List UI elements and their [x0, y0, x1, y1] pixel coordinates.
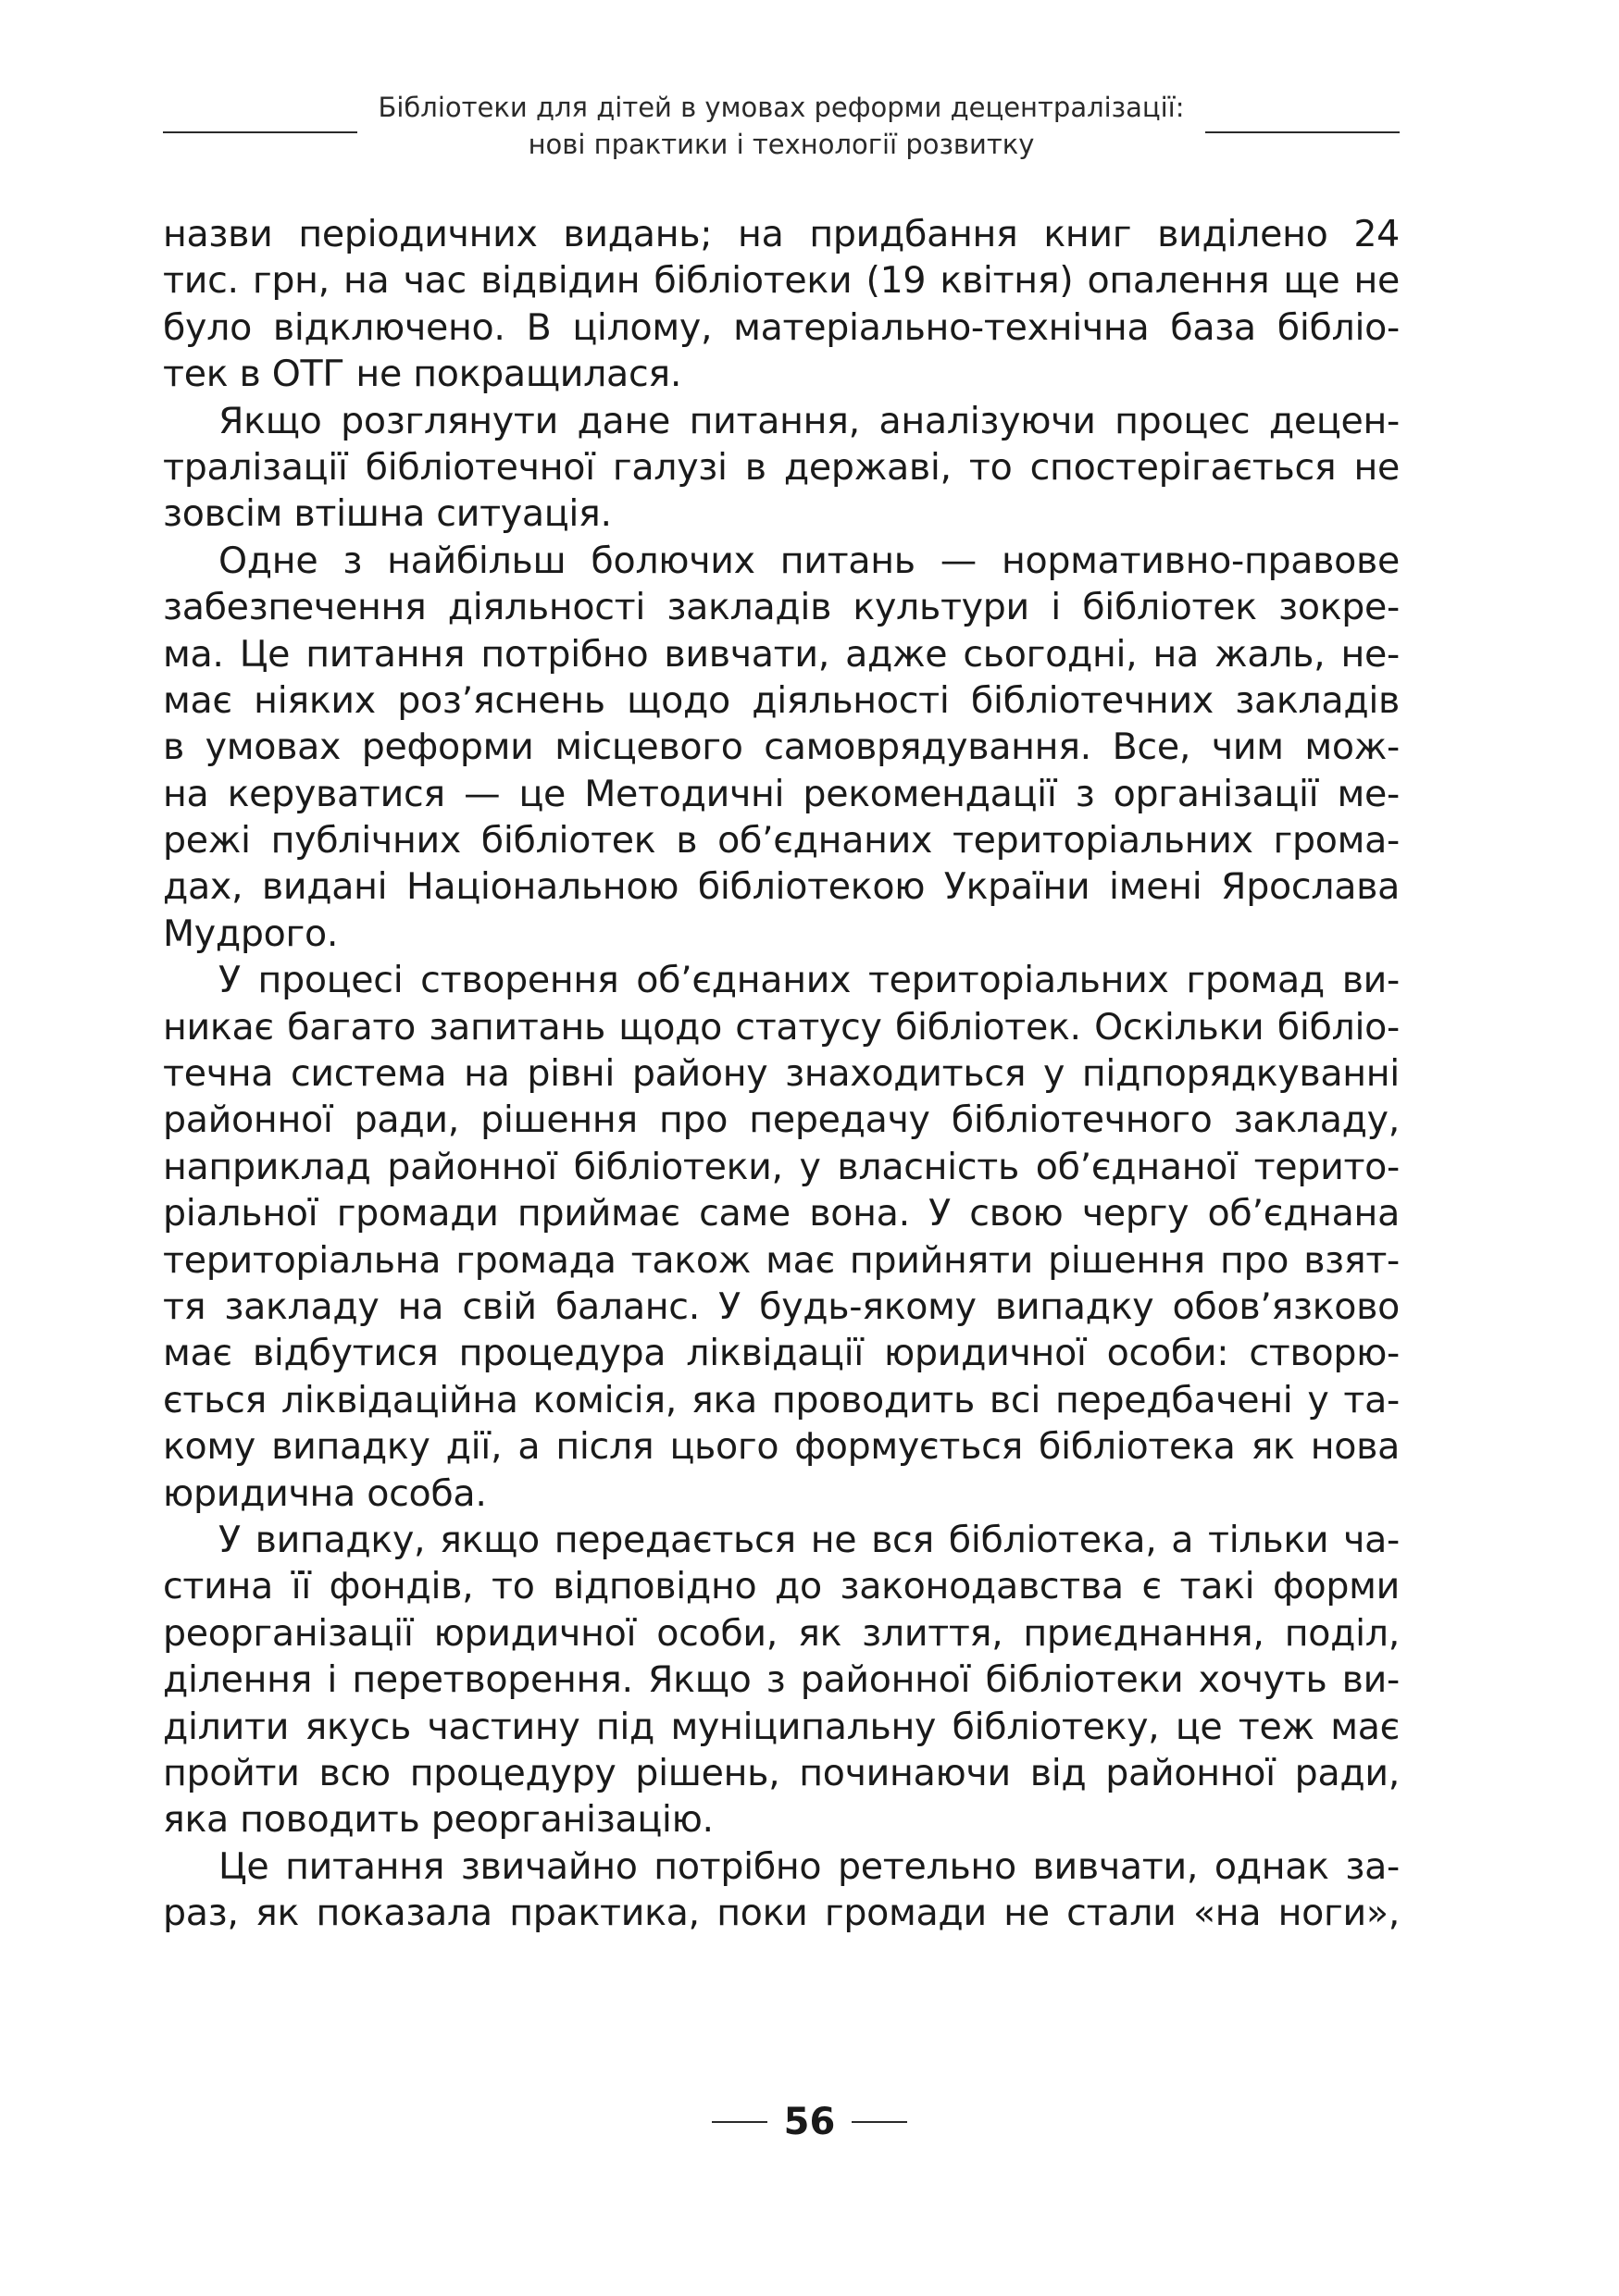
text-line: У процесі створення об’єднаних територіальних громад ви- [218, 959, 1400, 1002]
page-number: 56 [783, 2101, 836, 2143]
text-line: ділення і перетворення. Якщо з районної бібліотеки хочуть ви- [163, 1658, 1400, 1702]
text-line: тя закладу на свій баланс. У будь-якому випадку обов’язково [163, 1285, 1400, 1328]
text-line: Одне з найбільш болючих питань — нормативно-правове [218, 539, 1400, 582]
header-rule-right [1205, 131, 1400, 133]
text-line: Якщо розглянути дане питання, аналізуючи процес децен- [218, 399, 1400, 442]
text-line: має ніяких роз’яснень щодо діяльності бібліотечних закладів [163, 678, 1400, 722]
header-title-line-1: Бібліотеки для дітей в умовах реформи децентралізації: [378, 92, 1185, 123]
text-line: на керуватися — це Методичні рекомендації з організації ме- [163, 772, 1400, 815]
text-line: стина її фондів, то відповідно до законодавства є такі форми [163, 1565, 1400, 1608]
text-line: має відбутися процедура ліквідації юридичної особи: створю- [163, 1332, 1400, 1375]
text-line: районної ради, рішення про передачу бібліотечного закладу, [163, 1098, 1400, 1142]
page-footer [0, 2101, 1619, 2147]
text-line: Це питання звичайно потрібно ретельно вивчати, однак за- [218, 1844, 1400, 1888]
text-line: никає багато запитань щодо статусу бібліотек. Оскільки бібліо- [163, 1005, 1400, 1049]
text-line: тис. грн, на час відвідин бібліотеки (19 квітня) опалення ще не [163, 259, 1400, 303]
text-line: реорганізації юридичної особи, як злиття, приєднання, поділ, [163, 1611, 1400, 1655]
text-line: тралізації бібліотечної галузі в державі, то спостерігається не [163, 445, 1400, 489]
page-number-rule-left [712, 2121, 767, 2123]
page-number-rule-right [852, 2121, 907, 2123]
text-line: Мудрого. [163, 912, 339, 955]
text-line: ма. Це питання потрібно вивчати, адже сьогодні, на жаль, не- [163, 632, 1400, 676]
body-text [163, 211, 1400, 1936]
header-rule-left [163, 131, 357, 133]
text-line: юридична особа. [163, 1471, 487, 1515]
text-line: кому випадку дії, а після цього формується бібліотека як нова [163, 1425, 1400, 1469]
text-line: наприклад районної бібліотеки, у власність об’єднаної терито- [163, 1145, 1400, 1188]
text-line: ділити якусь частину під муніципальну бібліотеку, це теж має [163, 1705, 1400, 1748]
text-line: ріальної громади приймає саме вона. У свою чергу об’єднана [163, 1192, 1400, 1235]
running-header [163, 89, 1400, 172]
text-line: забезпечення діяльності закладів культури і бібліотек зокре- [163, 586, 1400, 629]
text-line: яка поводить реорганізацію. [163, 1798, 714, 1842]
text-line: було відключено. В цілому, матеріально-технічна база бібліо- [163, 305, 1400, 349]
header-title-line-2: нові практики і технології розвитку [528, 129, 1035, 160]
text-line: ється ліквідаційна комісія, яка проводить всі передбачені у та- [163, 1378, 1400, 1421]
page-number-group [712, 2101, 908, 2143]
text-line: назви періодичних видань; на придбання книг виділено 24 [163, 213, 1400, 255]
text-line: територіальна громада також має прийняти рішення про взят- [163, 1238, 1400, 1282]
text-line: раз, як показала практика, поки громади не стали «на ноги», [163, 1892, 1400, 1935]
text-line: режі публічних бібліотек в об’єднаних територіальних грома- [163, 819, 1400, 863]
text-line: пройти всю процедуру рішень, починаючи від районної ради, [163, 1751, 1400, 1794]
text-line: течна система на рівні району знаходиться у підпорядкуванні [163, 1052, 1400, 1096]
text-line: зовсім втішна ситуація. [163, 492, 612, 536]
text-line: У випадку, якщо передається не вся бібліотека, а тільки ча- [218, 1518, 1400, 1561]
header-title [367, 89, 1196, 163]
text-line: тек в ОТГ не покращилася. [163, 353, 682, 396]
text-line: в умовах реформи місцевого самоврядування. Все, чим мож- [163, 726, 1400, 769]
text-line: дах, видані Національною бібліотекою України імені Ярослава [163, 865, 1400, 909]
